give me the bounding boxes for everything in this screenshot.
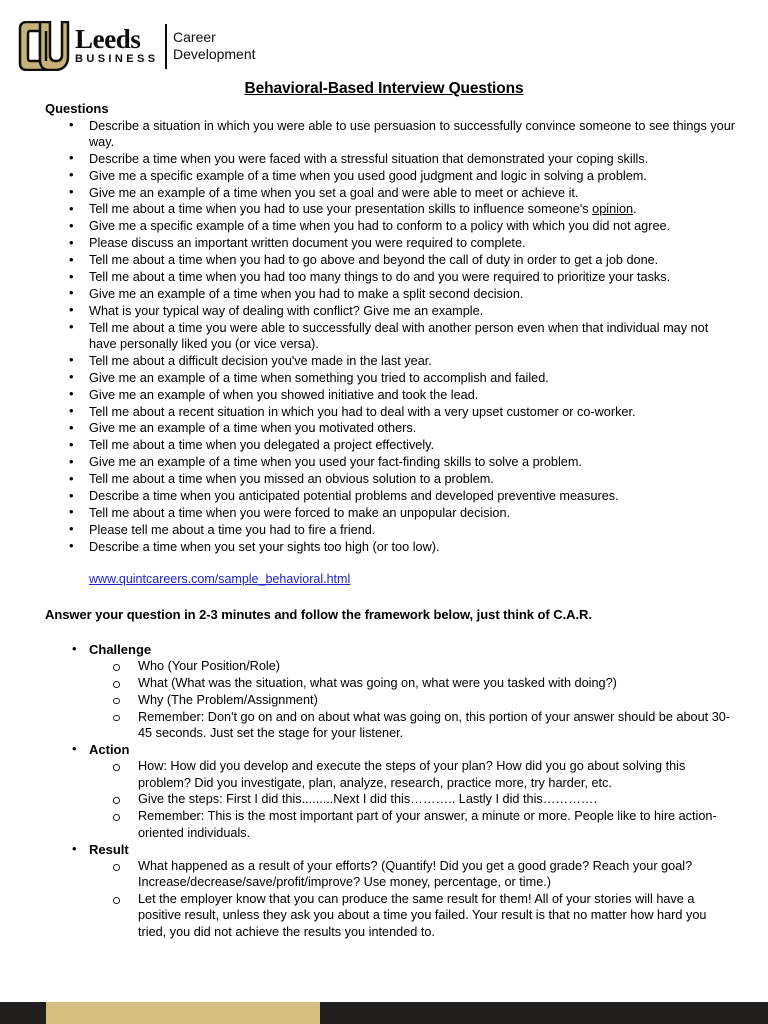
list-item: • Tell me about a time when you were forced to make an unpopular decision.	[45, 505, 735, 521]
list-item-with-underline	[45, 201, 735, 217]
list-item: • Give me a specific example of a time when you used good judgment and logic in solving a problem.	[45, 168, 735, 184]
list-item: Why (The Problem/Assignment)	[89, 692, 735, 708]
list-item: • Give me an example of a time when you had to make a split second decision.	[45, 286, 735, 302]
car-section-challenge	[45, 642, 735, 741]
list-item: • Give me a specific example of a time when you had to conform to a policy with which you did not agree.	[45, 218, 735, 234]
list-item: • Give me an example of a time when you set a goal and were able to meet or achieve it.	[45, 185, 735, 201]
list-item: • Tell me about a recent situation in which you had to deal with a very upset customer or co-worker.	[45, 404, 735, 420]
list-item: • Please discuss an important written document you were required to complete.	[45, 235, 735, 251]
list-item: • Describe a situation in which you were able to use persuasion to successfully convince someone to see things your way.	[45, 118, 735, 151]
source-link-row	[45, 572, 735, 588]
leeds-business-block	[75, 23, 165, 69]
list-item: • Tell me about a time when you delegated a project effectively.	[45, 437, 735, 453]
list-item: Give the steps: First I did this.........Next I did this……….. Lastly I did this………….	[89, 791, 735, 807]
list-item: • Describe a time when you anticipated potential problems and developed preventive measures.	[45, 488, 735, 504]
questions-heading: Questions	[45, 101, 109, 116]
list-item: How: How did you develop and execute the steps of your plan? How did you go about solving this problem? Did you investigate, plan, analyze, research, practice more, try harder, etc.	[89, 758, 735, 791]
source-link[interactable]: www.quintcareers.com/sample_behavioral.html	[89, 571, 351, 586]
list-item: • Tell me about a difficult decision you've made in the last year.	[45, 353, 735, 369]
list-item: • Describe a time when you set your sights too high (or too low).	[45, 539, 735, 555]
list-item: • Please tell me about a time you had to fire a friend.	[45, 522, 735, 538]
business-word: BUSINESS	[75, 52, 159, 65]
list-item: • Tell me about a time when you missed an obvious solution to a problem.	[45, 471, 735, 487]
list-item: • What is your typical way of dealing with conflict? Give me an example.	[45, 303, 735, 319]
list-item: • Give me an example of a time when you motivated others.	[45, 420, 735, 436]
development-word: Development	[173, 46, 256, 62]
framework-intro: Answer your question in 2-3 minutes and follow the framework below, just think of C.A.R.	[45, 606, 592, 622]
list-item-tail: .	[633, 202, 637, 217]
underlined-term: opinion	[592, 202, 634, 217]
career-word: Career	[173, 29, 216, 45]
car-sublist	[89, 758, 735, 840]
footer-black-right-segment	[320, 1002, 768, 1024]
car-label: • Result	[89, 841, 129, 857]
list-item-text: Tell me about a time when you had to use your presentation skills to influence someone's	[89, 202, 593, 217]
car-sublist	[89, 858, 735, 940]
footer-gold-segment	[46, 1002, 320, 1024]
list-item: • Tell me about a time when you had too many things to do and you were required to prioritize your tasks.	[45, 269, 735, 285]
list-item: • Describe a time when you were faced with a stressful situation that demonstrated your coping skills.	[45, 151, 735, 167]
list-item: Who (Your Position/Role)	[89, 658, 735, 674]
leeds-word: Leeds	[75, 23, 141, 54]
list-item: What (What was the situation, what was going on, what were you tasked with doing?)	[89, 675, 735, 691]
list-item: Remember: This is the most important part of your answer, a minute or more. People like to hire action-oriented individuals.	[89, 808, 735, 841]
document-body	[45, 101, 735, 941]
brand-wordmark	[75, 23, 256, 69]
list-item: Remember: Don't go on and on about what was going on, this portion of your answer should be about 30-45 seconds. Just set the stage for your listener.	[89, 709, 735, 742]
cu-monogram-icon	[18, 21, 70, 71]
brand-header	[18, 20, 256, 72]
car-sublist	[89, 658, 735, 741]
list-item: What happened as a result of your efforts? (Quantify! Did you get a good grade? Reach your goal? Increase/decrease/save/profit/improve? Use money, percentage, or time.)	[89, 858, 735, 891]
car-label: • Action	[89, 742, 130, 758]
footer-bar	[0, 1002, 768, 1024]
car-section-action	[45, 742, 735, 841]
list-item: • Tell me about a time when you had to go above and beyond the call of duty in order to get a job done.	[45, 252, 735, 268]
car-label: • Challenge	[89, 642, 152, 658]
footer-black-left-segment	[0, 1002, 46, 1024]
list-item: • Give me an example of a time when something you tried to accomplish and failed.	[45, 370, 735, 386]
questions-list	[45, 118, 735, 555]
list-item: Let the employer know that you can produce the same result for them! All of your stories will have a positive result, unless they ask you about a time you failed. Your result is that no matter how hard you tried, you did not achieve the results you intended to.	[89, 891, 735, 940]
car-section-result	[45, 842, 735, 940]
car-list	[45, 642, 735, 940]
career-development-block	[167, 23, 256, 69]
car-framework	[45, 642, 735, 940]
list-item: • Give me an example of a time when you used your fact-finding skills to solve a problem.	[45, 454, 735, 470]
page-title: Behavioral-Based Interview Questions	[244, 80, 524, 97]
list-item: • Give me an example of when you showed initiative and took the lead.	[45, 387, 735, 403]
list-item: • Tell me about a time you were able to successfully deal with another person even when that individual may not have personally liked you (or vice versa).	[45, 320, 735, 353]
